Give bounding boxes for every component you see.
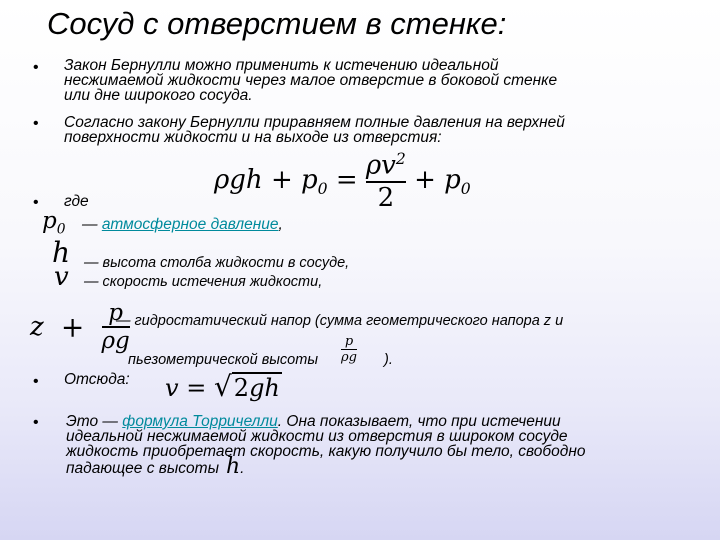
v-description: — скорость истечения жидкости, [84, 274, 323, 290]
h-description: — высота столба жидкости в сосуде, [84, 255, 350, 271]
text-line: или дне широкого сосуда. [64, 87, 253, 104]
bullet-4: • [33, 373, 39, 390]
slide-title: Сосуд с отверстием в стенке: [47, 6, 507, 41]
bernoulli-equation: $\rho gh + p_0$ = $\frac{\rho v^2}{2}$ + $p_0$ [214, 150, 471, 213]
torricelli-equation: v = √2gh [165, 370, 280, 403]
v-symbol: v [54, 262, 69, 292]
text-line: Это — формула Торричелли. Она показывает, что при истечении [66, 413, 561, 430]
text-line: поверхности жидкости и на выходе из отверстия: [64, 129, 442, 146]
text-line: Согласно закону Бернулли приравняем полные давления на верхней [64, 114, 565, 131]
bullet-2: • [33, 115, 39, 132]
hence-label: Отсюда: [64, 371, 130, 388]
text-line: жидкость приобретает скорость, какую получило бы тело, свободно [66, 443, 586, 460]
paragraph-bernoulli-applicability [64, 58, 557, 103]
p0-description: — атмосферное давление, [82, 216, 283, 233]
dynamic-pressure-fraction: $\frac{\rho v^2}{2}$ [365, 150, 406, 213]
bullet-3: • [33, 194, 39, 211]
atmospheric-pressure-link[interactable]: атмосферное давление [101, 216, 279, 233]
text-line: несжимаемой жидкости через малое отверстие в боковой стенке [64, 72, 558, 89]
where-label: где [64, 193, 89, 210]
piezometric-close: ). [384, 352, 393, 368]
bullet-1: • [33, 59, 39, 76]
text-line: идеальной несжимаемой жидкости из отверстия в широком сосуде [66, 428, 568, 445]
pressure-head-fraction: $\frac{p}{\rho g}$ [101, 300, 130, 354]
h-symbol: h [52, 236, 71, 269]
paragraph-bernoulli-equate [64, 115, 565, 145]
p0-symbol: $p_0$ [42, 208, 66, 238]
bullet-5: • [33, 414, 39, 431]
piezometric-height-label: пьезометрической высоты [128, 352, 318, 368]
piezometric-fraction: $\frac{p}{\rho g}$ [341, 334, 357, 365]
hydrostatic-head-description: — гидростатический напор (сумма геометрического напора z и [116, 313, 564, 329]
torricelli-formula-link[interactable]: формула Торричелли [122, 413, 278, 430]
text-line: Закон Бернулли можно применить к истечению идеальной [64, 57, 499, 74]
text-line: падающее с высоты h. [66, 454, 245, 479]
paragraph-torricelli [66, 413, 586, 479]
hydrostatic-head-expression: z + $\frac{p}{\rho g}$ [30, 300, 130, 354]
